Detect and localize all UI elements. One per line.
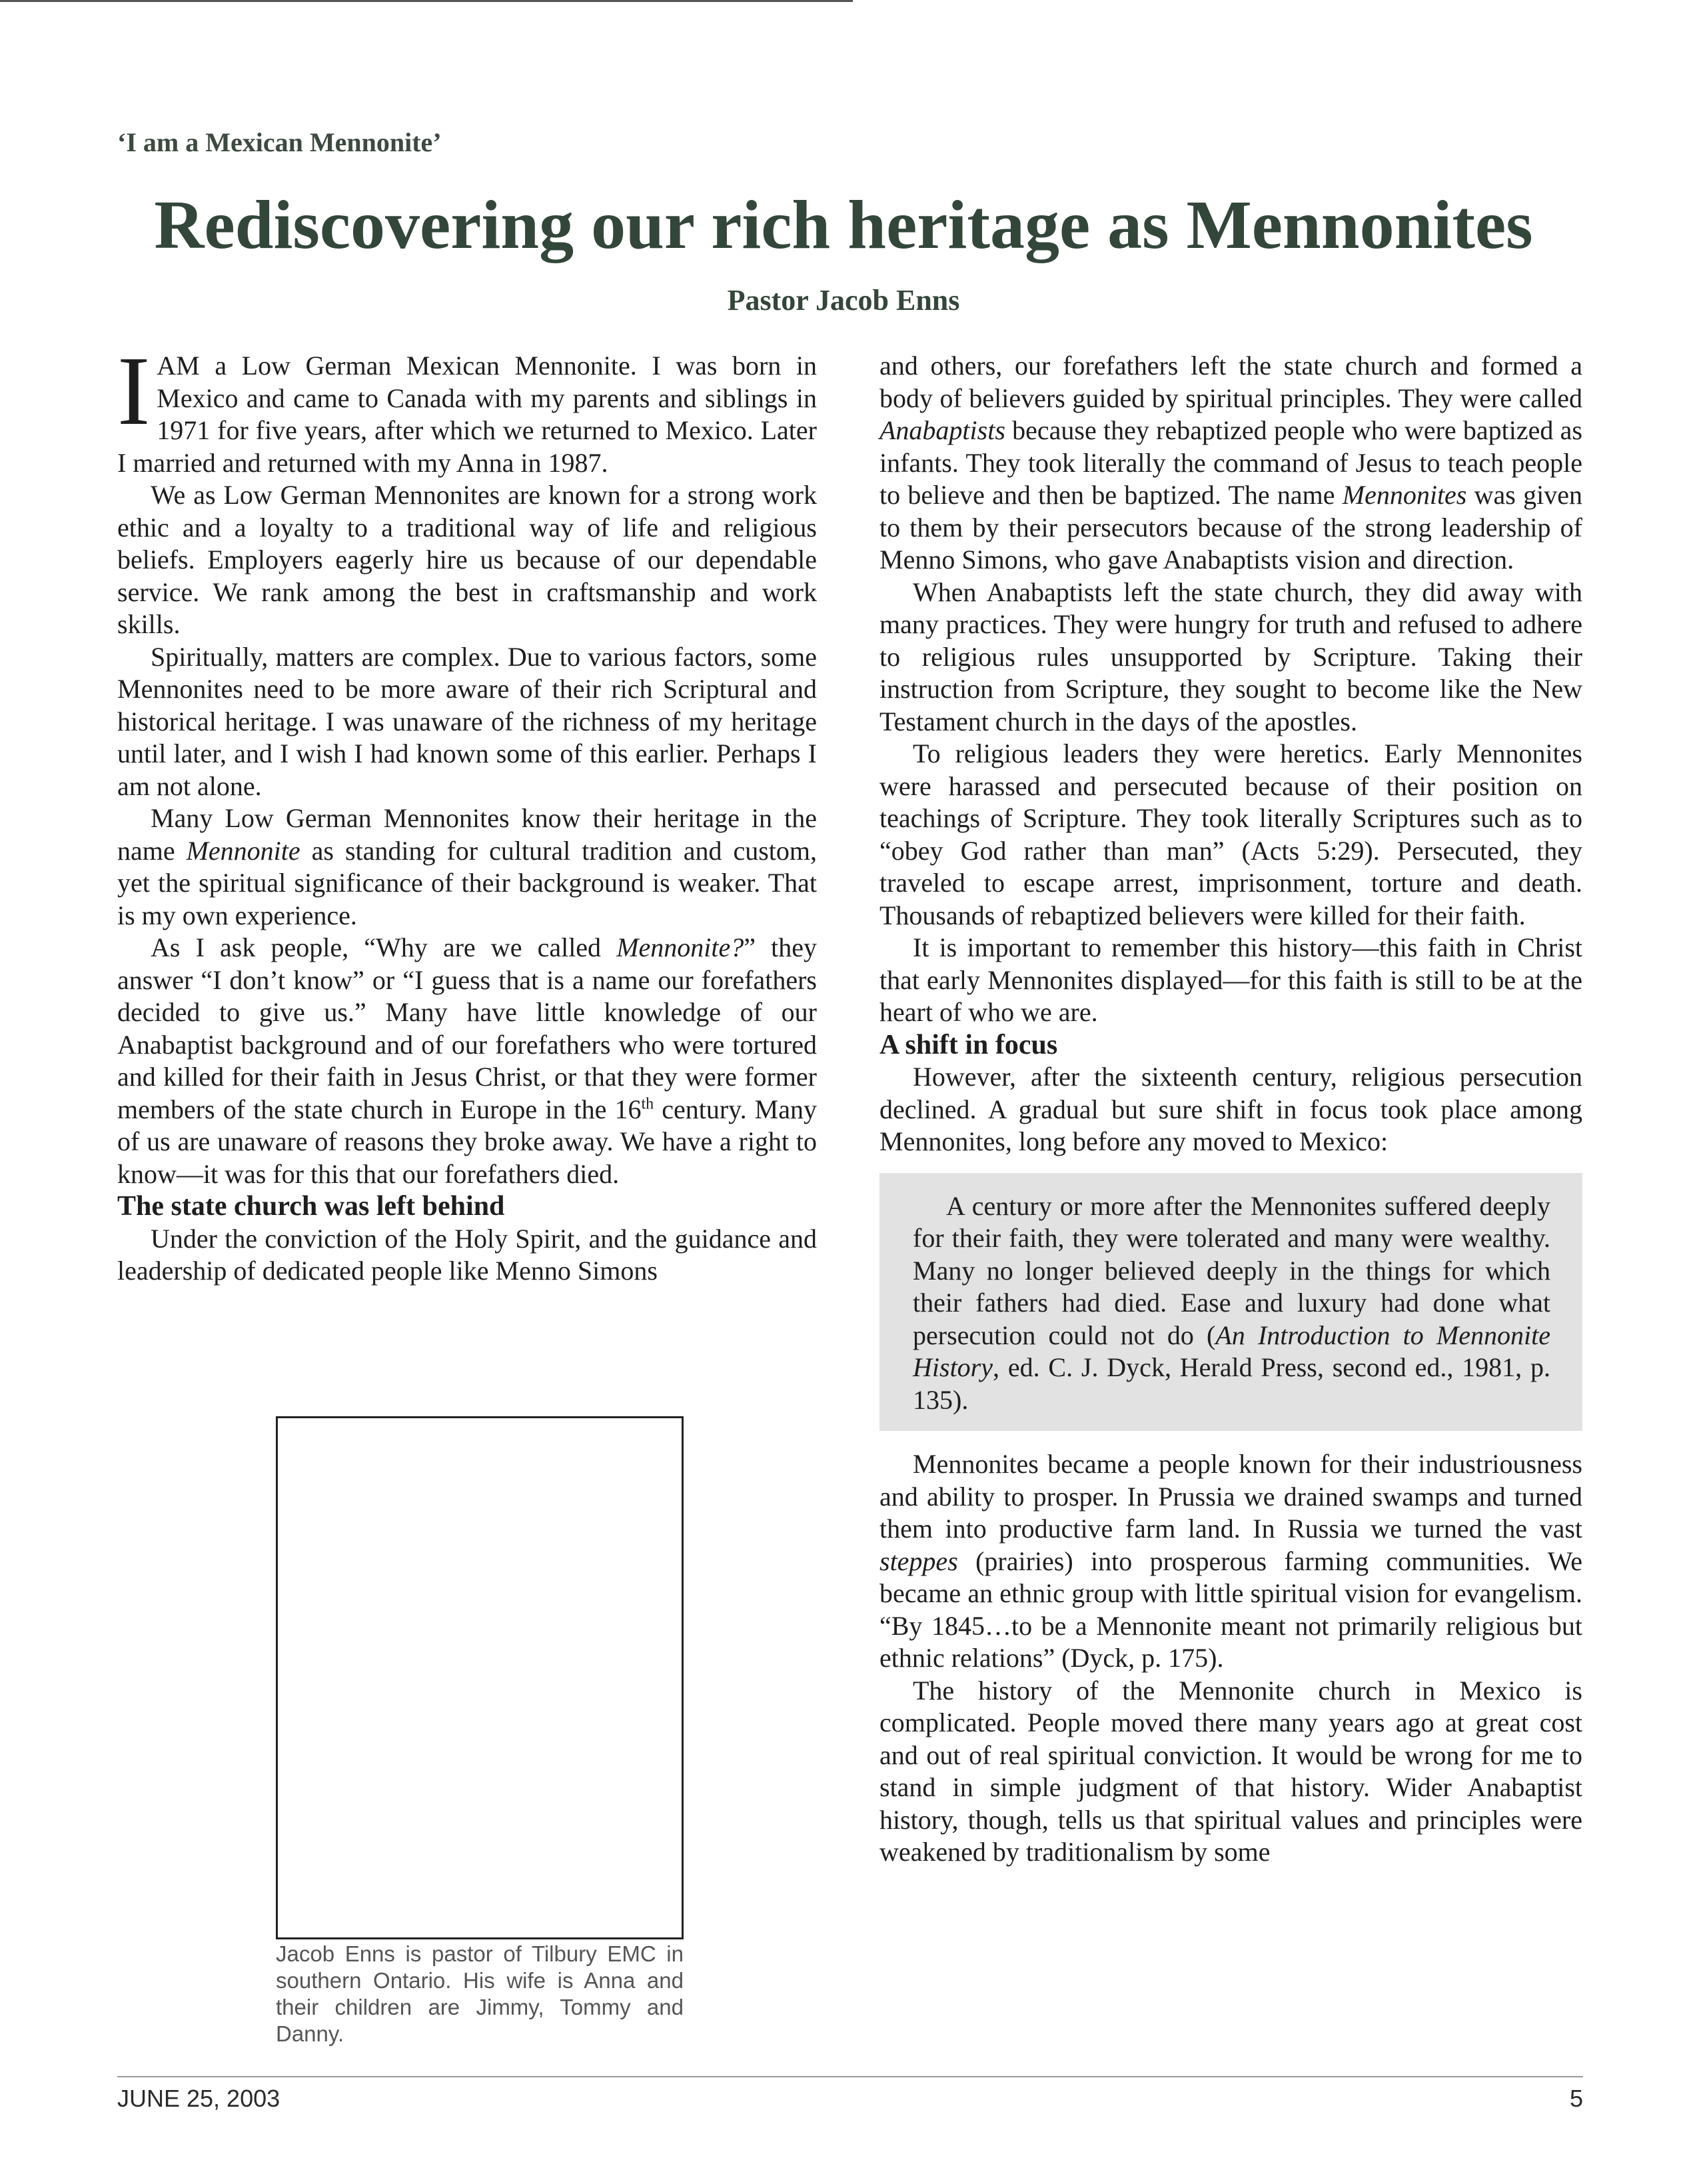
paragraph xyxy=(879,1448,1582,1675)
text-span: and others, our forefathers left the state church and formed a body of believers guided by spiritual principles. They were called xyxy=(879,351,1582,413)
text-span: ” they answer “I don’t know” or “I guess that is a name our forefathers decided to give us.” Many have little knowledge of our Anabaptist background and of our forefathers who were tortured and killed for their faith in Jesus Christ, or that they were former members of the state church in Europe in the 16 xyxy=(117,932,817,1124)
paragraph xyxy=(879,350,1582,576)
byline: Pastor Jacob Enns xyxy=(727,284,960,317)
text-span: as standing for cultural tradition and custom, yet the spiritual significance of their background is weaker. That is my own experience. xyxy=(117,835,817,930)
photo-placeholder xyxy=(276,1416,684,1939)
emphasis: Mennonites xyxy=(1342,480,1467,510)
superscript: th xyxy=(641,1095,654,1113)
paragraph: When Anabaptists left the state church, they did away with many practices. They were hungry for truth and refused to adhere to religious rules unsupported by Scripture. Taking their instruction from Scripture, they sought to become like the New Testament church in the days of the apostles. xyxy=(879,576,1582,736)
paragraph: However, after the sixteenth century, religious persecution declined. A gradual but sure shift in focus took place among Mennonites, long before any moved to Mexico: xyxy=(879,1062,1582,1156)
page-number: 5 xyxy=(1569,2085,1583,2112)
paragraph: Under the conviction of the Holy Spirit, and the guidance and leadership of dedicated people like Menno Simons xyxy=(117,1223,817,1286)
paragraph: It is important to remember this history—this faith in Christ that early Mennonites displayed—for this faith is still to be at the heart of who we are. xyxy=(879,932,1582,1027)
text-span: (prairies) into prosperous farming communities. We became an ethnic group with little spiritual vision for evangelism. “By 1845…to be a Mennonite meant not primarily religious but ethnic relations” (Dyck, p. 175). xyxy=(879,1546,1582,1673)
kicker: ‘I am a Mexican Mennonite’ xyxy=(117,127,442,157)
text-span: As I ask people, “Why are we called xyxy=(151,932,617,962)
text-span: Many Low German Mennonites know their heritage in the name xyxy=(117,803,817,866)
photo-caption: Jacob Enns is pastor of Tilbury EMC in southern Ontario. His wife is Anna and their children are Jimmy, Tommy and Danny. xyxy=(276,1941,684,2046)
emphasis: Mennonite? xyxy=(616,932,744,962)
page-title: Rediscovering our rich heritage as Mennonites xyxy=(154,187,1533,263)
section-heading: A shift in focus xyxy=(879,1029,1058,1060)
paragraph xyxy=(117,932,817,1190)
section-heading: The state church was left behind xyxy=(117,1191,505,1222)
emphasis: Mennonite xyxy=(186,835,300,866)
text-span: century. Many of us are unaware of reasons they broke away. We have a right to know—it was for this that our forefathers died. xyxy=(117,1094,817,1189)
paragraph: To religious leaders they were heretics. Early Mennonites were harassed and persecuted because of their position on teachings of Scripture. They took literally Scriptures such as to “obey God rather than man” (Acts 5:29). Persecuted, they traveled to escape arrest, imprisonment, torture and death. Thousands of rebaptized believers were killed for their faith. xyxy=(879,738,1582,930)
text-span: A century or more after the Mennonites suffered deeply for their faith, they were tolerated and many were wealthy. Many no longer believed deeply in the things for which their fathers had died. Ease and luxury had done what persecution could not do ( xyxy=(913,1190,1550,1350)
text-span: was given to them by their persecutors because of the strong leadership of Menno Simons, who gave Anabaptists vision and direction. xyxy=(879,480,1582,574)
paragraph: We as Low German Mennonites are known for a strong work ethic and a loyalty to a traditional way of life and religious beliefs. Employers eagerly hire us because of our dependable service. We rank among the best in craftsmanship and work skills. xyxy=(117,480,817,639)
emphasis: An Introduction to Mennonite History xyxy=(913,1320,1550,1382)
footer-rule xyxy=(117,2076,1583,2077)
paragraph: The history of the Mennonite church in Mexico is complicated. People moved there many years ago at great cost and out of real spiritual conviction. It would be wrong for me to stand in simple judgment of that history. Wider Anabaptist history, though, tells us that spiritual values and principles were weakened by traditionalism by some xyxy=(879,1675,1582,1867)
paragraph-text: AM a Low German Mexican Mennonite. I was born in Mexico and came to Canada with my parents and siblings in 1971 for five years, after which we returned to Mexico. Later I married and returned with my Anna in 1987. xyxy=(117,351,817,478)
text-span: , ed. C. J. Dyck, Herald Press, second ed., 1981, p. 135). xyxy=(913,1352,1550,1415)
block-quote xyxy=(879,1173,1582,1432)
drop-cap: I xyxy=(117,337,151,446)
emphasis: Anabaptists xyxy=(879,415,1005,445)
emphasis: steppes xyxy=(879,1546,958,1576)
paragraph xyxy=(117,337,817,479)
footer-date: JUNE 25, 2003 xyxy=(117,2085,281,2112)
quote-text xyxy=(913,1190,1550,1417)
paragraph xyxy=(117,802,817,932)
right-column xyxy=(879,350,1582,1869)
left-column xyxy=(117,337,817,1288)
top-rule xyxy=(0,0,853,2)
text-span: because they rebaptized people who were baptized as infants. They took literally the command of Jesus to teach people to believe and then be baptized. The name xyxy=(879,415,1582,510)
paragraph: Spiritually, matters are complex. Due to various factors, some Mennonites need to be more aware of their rich Scriptural and historical heritage. I was unaware of the richness of my heritage until later, and I wish I had known some of this earlier. Perhaps I am not alone. xyxy=(117,641,817,801)
text-span: Mennonites became a people known for their industriousness and ability to prosper. In Prussia we drained swamps and turned them into productive farm land. In Russia we turned the vast xyxy=(879,1449,1582,1544)
